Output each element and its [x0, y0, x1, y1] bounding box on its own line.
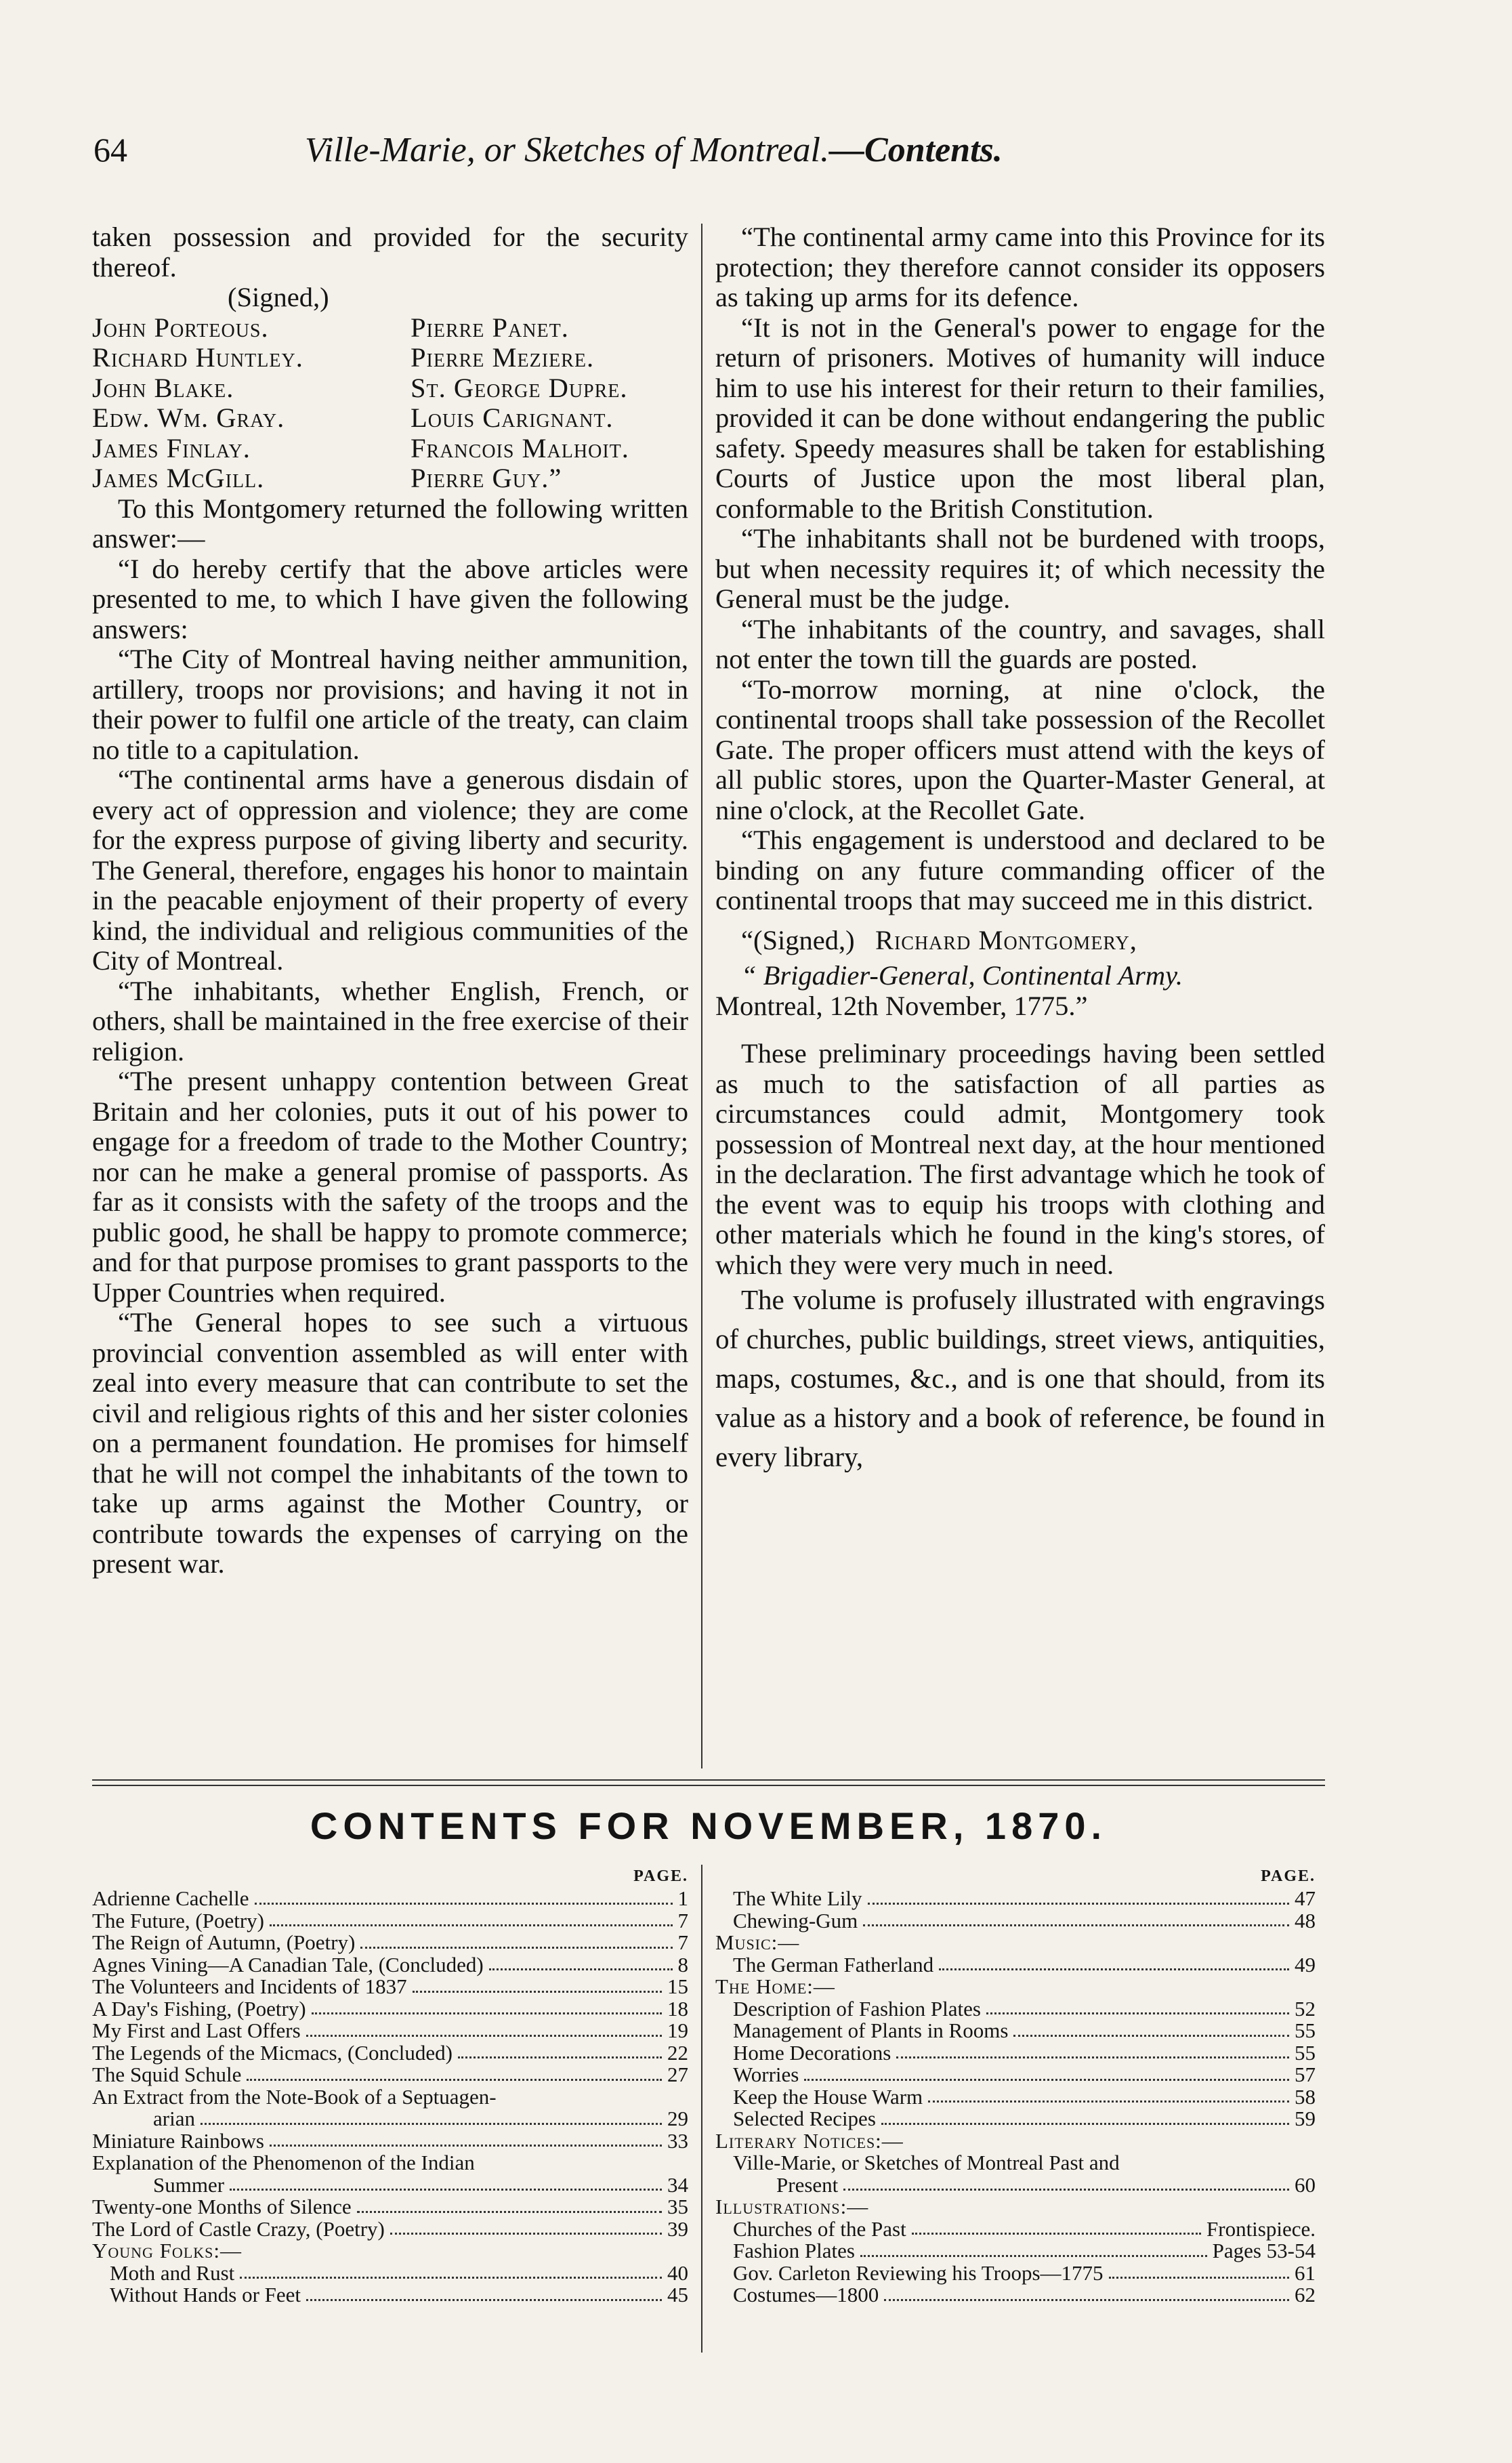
running-head-title: Ville-Marie, or Sketches of Montreal.	[305, 131, 830, 169]
dot-leader	[860, 2255, 1207, 2257]
contents-section-heading: Illustrations:—	[715, 2195, 869, 2218]
contents-entry-page: 52	[1295, 1996, 1316, 2021]
contents-entry-page: 15	[667, 1974, 688, 1998]
body-paragraph: “The inhabitants of the country, and savages, shall not enter the town till the guards are posted.	[715, 613, 1325, 674]
contents-right-column	[715, 1865, 1316, 2306]
dot-leader	[306, 2299, 662, 2301]
dot-leader	[896, 2056, 1289, 2058]
signatory: St. George Dupre.	[411, 372, 628, 403]
contents-entry-title: A Day's Fishing, (Poetry)	[92, 1996, 306, 2021]
intro-paragraph: taken possession and provided for the security thereof.	[92, 222, 688, 283]
contents-entry-title: Present	[776, 2172, 839, 2197]
dot-leader	[255, 1903, 673, 1905]
contents-entry-title: Costumes—1800	[733, 2283, 879, 2306]
dot-leader	[413, 1991, 662, 1993]
contents-entry-title: The Legends of the Micmacs, (Concluded)	[92, 2040, 453, 2065]
contents-entry-page: 7	[677, 1908, 688, 1932]
dot-leader	[863, 1924, 1289, 1926]
body-paragraph: To this Montgomery returned the following written answer:—	[92, 493, 688, 554]
contents-entry	[715, 2218, 1316, 2241]
contents-entry-page: 40	[667, 2260, 688, 2285]
contents-entry-title: Without Hands or Feet	[110, 2283, 301, 2306]
contents-entry	[715, 2240, 1316, 2262]
contents-entry-title: Twenty-one Months of Silence	[92, 2195, 352, 2218]
contents-entry-line: An Extract from the Note-Book of a Septuagen-	[92, 2084, 497, 2109]
contents-entry-title: Miniature Rainbows	[92, 2128, 264, 2153]
contents-entry-page: 61	[1295, 2260, 1316, 2285]
dot-leader	[458, 2056, 662, 2058]
dot-leader	[881, 2123, 1289, 2125]
contents-entry	[92, 1954, 688, 1976]
contents-entry-page: 19	[667, 2019, 688, 2042]
column-divider	[701, 224, 702, 1768]
signatory: Louis Carignant.	[411, 402, 614, 433]
signatory: Pierre Panet.	[411, 312, 569, 343]
body-paragraph: “The inhabitants, whether English, French, or others, shall be maintained in the free exercise of their religion.	[92, 975, 688, 1067]
contents-entry	[715, 2020, 1316, 2042]
contents-entry	[92, 2196, 688, 2218]
signature-date: Montreal, 12th November, 1775.”	[715, 990, 1088, 1021]
contents-left-column	[92, 1865, 688, 2306]
contents-entry	[92, 2064, 688, 2086]
dot-leader	[1109, 2277, 1289, 2279]
contents-entry	[715, 2284, 1316, 2306]
contents-entry	[92, 2130, 688, 2153]
contents-entry-page: 27	[667, 2063, 688, 2086]
contents-entry	[92, 1976, 688, 1998]
signatory: Richard Huntley.	[92, 342, 303, 373]
contents-entry-page: 48	[1295, 1908, 1316, 1932]
section-divider	[92, 1779, 1325, 1781]
contents-entry	[92, 1910, 688, 1932]
dot-leader	[986, 2012, 1289, 2014]
contents-entry-title: Churches of the Past	[733, 2216, 906, 2241]
contents-entry-page: 35	[667, 2195, 688, 2218]
contents-entry	[92, 1998, 688, 2021]
contents-entry-title: My First and Last Offers	[92, 2019, 301, 2042]
dot-leader	[357, 2211, 662, 2213]
signatories-list	[92, 313, 688, 494]
body-paragraph: “The present unhappy contention between Great Britain and her colonies, puts it out of his power to engage for a freedom of trade to the Mother Country; nor can he make a general promise of passports. As far as it consists with the safety of the troops and the public good, he shall be happy to promote commerce; and for that purpose promises to grant passports to the Upper Countries when required.	[92, 1066, 688, 1308]
contents-entry-title: The German Fatherland	[733, 1952, 934, 1976]
dot-leader	[868, 1903, 1289, 1905]
contents-entry-page: 33	[667, 2128, 688, 2153]
contents-entry-page: 34	[667, 2172, 688, 2197]
contents-entry	[92, 1888, 688, 1910]
contents-section-heading: Music:—	[715, 1930, 800, 1954]
dot-leader	[884, 2299, 1289, 2301]
contents-entry	[715, 1910, 1316, 1932]
contents-entry-title: The Reign of Autumn, (Poetry)	[92, 1930, 356, 1954]
signatory: Pierre Meziere.	[411, 342, 595, 373]
signature-name: Richard Montgomery,	[875, 924, 1137, 955]
contents-entry	[715, 1998, 1316, 2021]
dot-leader	[312, 2012, 662, 2014]
contents-entry-title: Gov. Carleton Reviewing his Troops—1775	[733, 2260, 1104, 2285]
body-paragraph: “To-morrow morning, at nine o'clock, the continental troops shall take possession of the Recollet Gate. The proper officers must attend with the keys of all public stores, upon the Quarter-Master General, at nine o'clock, at the Recollet Gate.	[715, 674, 1325, 825]
body-paragraph: “I do hereby certify that the above articles were presented to me, to which I have given the following answers:	[92, 553, 688, 644]
contents-entry-page: 59	[1295, 2107, 1316, 2130]
closing-paragraph: These preliminary proceedings having been settled as much to the satisfaction of all parties as circumstances could admit, Montgomery took possession of Montreal next day, at the hour mentioned in the declaration. The first advantage which he took of the event was to equip his troops with clothing and other materials which he found in the king's stores, of which they were very much in need.	[715, 1038, 1325, 1280]
page-label: PAGE.	[633, 1867, 688, 1885]
publisher-notice: The volume is profusely illustrated with engravings of churches, public buildings, street views, antiquities, maps, costumes, &c., and is one that should, from its value as a history and a book of reference, be found in every library,	[715, 1284, 1325, 1472]
contents-entry-title: The Future, (Poetry)	[92, 1908, 264, 1932]
contents-entry	[92, 2218, 688, 2241]
contents-entry	[715, 2086, 1316, 2109]
dot-leader	[1013, 2035, 1289, 2037]
signature-line	[715, 926, 1325, 956]
section-divider	[92, 1785, 1325, 1786]
contents-entry	[715, 1954, 1316, 1976]
dot-leader	[804, 2079, 1289, 2081]
signed-label: (Signed,)	[228, 282, 329, 312]
signatory: James Finlay.	[92, 432, 251, 463]
contents-section-heading: Young Folks:—	[92, 2239, 242, 2262]
contents-entry-title: Summer	[153, 2172, 225, 2197]
contents-entry-page: 22	[667, 2040, 688, 2065]
contents-entry-title: The Volunteers and Incidents of 1837	[92, 1974, 407, 1998]
dot-leader	[843, 2189, 1289, 2191]
page-number: 64	[93, 131, 127, 169]
contents-entry-title: Keep the House Warm	[733, 2084, 923, 2109]
contents-entry-title: Moth and Rust	[110, 2260, 235, 2285]
contents-column-divider	[701, 1865, 702, 2353]
contents-entry-page: 47	[1295, 1886, 1316, 1910]
signature-title: “ Brigadier-General, Continental Army.	[741, 960, 1183, 991]
dot-leader	[240, 2277, 662, 2279]
contents-section-heading: The Home:—	[715, 1974, 835, 1998]
dot-leader	[912, 2233, 1201, 2235]
dot-leader	[489, 1968, 673, 1970]
contents-entry	[92, 1932, 688, 1954]
page-label: PAGE.	[1261, 1867, 1316, 1885]
dot-leader	[201, 2123, 662, 2125]
contents-entry	[715, 2064, 1316, 2086]
contents-entry-title: The White Lily	[733, 1886, 862, 1910]
dot-leader	[270, 2145, 662, 2147]
contents-title: CONTENTS FOR NOVEMBER, 1870.	[310, 1804, 1108, 1847]
contents-entry-page: 55	[1295, 2019, 1316, 2042]
contents-section-heading: Literary Notices:—	[715, 2128, 904, 2153]
running-head	[305, 133, 1341, 168]
right-column	[715, 222, 1325, 1476]
contents-entry-page: 60	[1295, 2172, 1316, 2197]
signatory: James McGill.	[92, 463, 265, 493]
signatory: Edw. Wm. Gray.	[92, 402, 285, 433]
contents-entry-title: arian	[153, 2107, 195, 2130]
contents-entry	[715, 1888, 1316, 1910]
body-paragraph: “The City of Montreal having neither ammunition, artillery, troops nor provisions; and having it not in their power to fulfil one article of the treaty, can claim no title to a capitulation.	[92, 644, 688, 765]
contents-entry	[92, 2262, 688, 2285]
dot-leader	[270, 1924, 673, 1926]
contents-entry-page: Frontispiece.	[1206, 2216, 1316, 2241]
contents-entry-line: Explanation of the Phenomenon of the Indian	[92, 2151, 475, 2174]
contents-entry	[92, 2020, 688, 2042]
signature-prefix: “(Signed,)	[741, 924, 855, 955]
contents-entry-page: 7	[677, 1930, 688, 1954]
contents-entry-page: 1	[677, 1886, 688, 1910]
contents-entry-title: Description of Fashion Plates	[733, 1996, 981, 2021]
dot-leader	[306, 2035, 662, 2037]
contents-entry	[92, 2174, 688, 2197]
contents-entry-title: Worries	[733, 2063, 799, 2086]
contents-entry	[715, 2042, 1316, 2065]
contents-entry-title: Fashion Plates	[733, 2239, 855, 2262]
body-paragraph: “The inhabitants shall not be burdened with troops, but when necessity requires it; of which necessity the General must be the judge.	[715, 523, 1325, 614]
contents-entry	[715, 2174, 1316, 2197]
contents-entry-page: 8	[677, 1952, 688, 1976]
body-paragraph: “The General hopes to see such a virtuous provincial convention assembled as will enter with zeal into every measure that can contribute to set the civil and religious rights of this and her sister colonies on a permanent foundation. He promises for himself that he will not compel the inhabitants of the town to take up arms against the Mother Country, or contribute towards the expenses of carrying on the present war.	[92, 1307, 688, 1579]
body-paragraph: “The continental arms have a generous disdain of every act of oppression and violence; they are come for the express purpose of giving liberty and security. The General, therefore, engages his honor to maintain in the peacable enjoyment of their property of every kind, the individual and religious communities of the City of Montreal.	[92, 764, 688, 976]
dot-leader	[247, 2079, 662, 2081]
body-paragraph: “It is not in the General's power to engage for the return of prisoners. Motives of humanity will induce him to use his interest for their return to their families, provided it can be done without endangering the public safety. Speedy measures shall be taken for establishing Courts of Justice upon the most liberal plan, conformable to the British Constitution.	[715, 312, 1325, 524]
dot-leader	[230, 2189, 662, 2191]
contents-entry-page: 29	[667, 2107, 688, 2130]
contents-entry-page: Pages 53-54	[1212, 2239, 1316, 2262]
signatory: John Blake.	[92, 372, 234, 403]
dot-leader	[390, 2233, 662, 2235]
contents-entry	[715, 2262, 1316, 2285]
contents-entry-title: Chewing-Gum	[733, 1908, 858, 1932]
contents-entry-page: 57	[1295, 2063, 1316, 2086]
contents-entry-page: 18	[667, 1996, 688, 2021]
contents-entry-title: Home Decorations	[733, 2040, 891, 2065]
contents-entry-title: Selected Recipes	[733, 2107, 876, 2130]
dot-leader	[360, 1947, 672, 1949]
contents-entry-page: 55	[1295, 2040, 1316, 2065]
contents-entry-page: 62	[1295, 2283, 1316, 2306]
contents-entry-title: The Lord of Castle Crazy, (Poetry)	[92, 2216, 385, 2241]
contents-entry	[92, 2042, 688, 2065]
body-paragraph: “The continental army came into this Province for its protection; they therefore cannot consider its opposers as taking up arms for its defence.	[715, 222, 1325, 312]
dot-leader	[928, 2100, 1289, 2103]
contents-entry-title: Management of Plants in Rooms	[733, 2019, 1009, 2042]
signatory: Francois Malhoit.	[411, 432, 629, 463]
contents-entry-line: Ville-Marie, or Sketches of Montreal Past and	[733, 2151, 1120, 2174]
dot-leader	[939, 1968, 1289, 1970]
contents-entry	[715, 2108, 1316, 2130]
signatory: Pierre Guy.”	[411, 463, 562, 493]
contents-entry-title: Adrienne Cachelle	[92, 1886, 249, 1910]
running-head-suffix: —Contents.	[829, 131, 1003, 169]
contents-entry-page: 58	[1295, 2084, 1316, 2109]
contents-entry-page: 49	[1295, 1952, 1316, 1976]
contents-entry-title: The Squid Schule	[92, 2063, 242, 2086]
contents-entry	[92, 2284, 688, 2306]
contents-entry-title: Agnes Vining—A Canadian Tale, (Concluded)	[92, 1952, 484, 1976]
contents-entry-page: 45	[667, 2283, 688, 2306]
signatory: John Porteous.	[92, 312, 269, 343]
contents-entry-page: 39	[667, 2216, 688, 2241]
body-paragraph: “This engagement is understood and declared to be binding on any future commanding officer of the continental troops that may succeed me in this district.	[715, 825, 1325, 915]
contents-entry	[92, 2108, 688, 2130]
left-column	[92, 222, 688, 1579]
